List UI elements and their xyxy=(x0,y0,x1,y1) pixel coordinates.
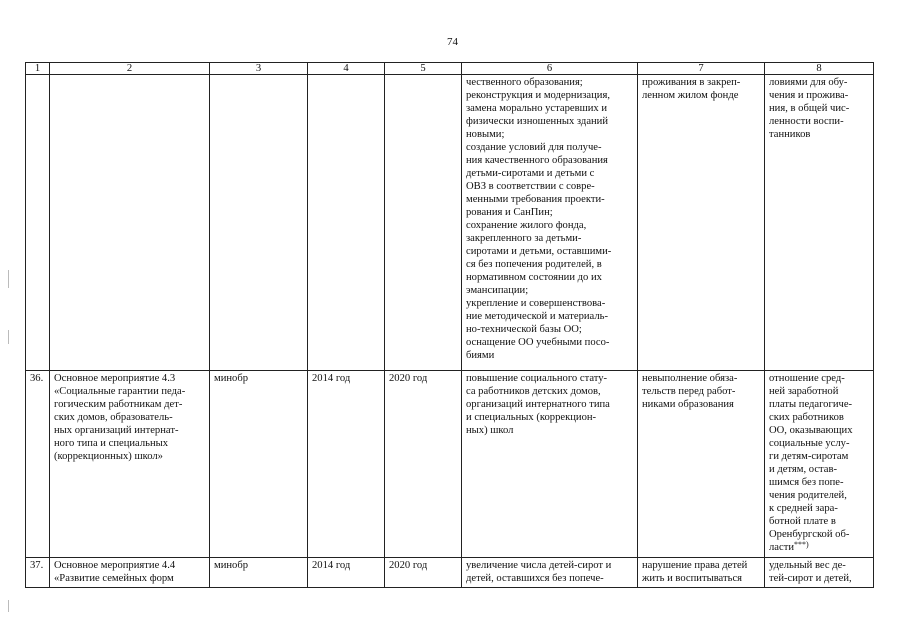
cell-text-line: социальные услу- xyxy=(769,438,850,449)
event-name-cell xyxy=(50,558,210,588)
cell-text-line: «Социальные гарантии педа- xyxy=(54,386,186,397)
cell-text-line: ного типа и специальных xyxy=(54,438,169,449)
column-header: 1 xyxy=(26,63,50,75)
executor-cell: минобр xyxy=(210,371,308,558)
cell-text-line: ния качественного образования xyxy=(466,155,608,166)
cell-text-line: детьми-сиротами и детьми с xyxy=(466,168,595,179)
expected-result-cell xyxy=(462,371,638,558)
cell-text-line: удельный вес де- xyxy=(769,560,846,571)
scan-artifact xyxy=(8,600,9,612)
cell-text-line: шимся без попе- xyxy=(769,477,844,488)
end-year-cell: 2020 год xyxy=(385,558,462,588)
column-header: 8 xyxy=(765,63,874,75)
cell-text-line: новыми; xyxy=(466,129,505,140)
cell-text-line: ботной плате в xyxy=(769,516,836,527)
cell-text-line: «Развитие семейных форм xyxy=(54,573,174,584)
scan-artifact xyxy=(8,330,9,344)
cell-text-line: чения и прожива- xyxy=(769,90,849,101)
cell-text-line: но-технической базы ОО; xyxy=(466,324,582,335)
start-year-cell: 2014 год xyxy=(308,371,385,558)
table-row-36 xyxy=(26,371,874,558)
cell-text-line: чественного образования; xyxy=(466,77,583,88)
end-year-cell xyxy=(385,75,462,371)
table-row-continued xyxy=(26,75,874,371)
program-table xyxy=(25,62,874,588)
cell-text-line: рования и СанПин; xyxy=(466,207,553,218)
column-header: 5 xyxy=(385,63,462,75)
event-name-cell xyxy=(50,371,210,558)
row-number: 36. xyxy=(26,371,50,558)
start-year-cell: 2014 год xyxy=(308,558,385,588)
column-header: 6 xyxy=(462,63,638,75)
cell-text-line: ленности воспи- xyxy=(769,116,844,127)
cell-text-line: реконструкция и модернизация, xyxy=(466,90,610,101)
table-row-37 xyxy=(26,558,874,588)
cell-text-line: ги детям-сиротам xyxy=(769,451,849,462)
indicator-cell xyxy=(765,75,874,371)
cell-text-line: ласти***) xyxy=(769,540,809,553)
cell-text-line: ОО, оказывающих xyxy=(769,425,853,436)
cell-text-line: эмансипации; xyxy=(466,285,529,296)
cell-text-line: ских домов, образователь- xyxy=(54,412,173,423)
consequences-cell xyxy=(638,75,765,371)
indicator-cell xyxy=(765,558,874,588)
page-number: 74 xyxy=(447,36,458,48)
cell-text-line: Основное мероприятие 4.4 xyxy=(54,560,176,571)
cell-text-line: ния, в общей чис- xyxy=(769,103,850,114)
cell-text-line: никами образования xyxy=(642,399,734,410)
cell-text-line: детей, оставшихся без попече- xyxy=(466,573,604,584)
cell-text-line: к средней зара- xyxy=(769,503,838,514)
executor-cell: минобр xyxy=(210,558,308,588)
cell-text-line: создание условий для получе- xyxy=(466,142,602,153)
cell-text-line: ОВЗ в соответствии с совре- xyxy=(466,181,595,192)
cell-text-line: (коррекционных) школ» xyxy=(54,451,163,462)
cell-text-line: менными требования проекти- xyxy=(466,194,605,205)
consequences-cell xyxy=(638,371,765,558)
cell-text-line: оснащение ОО учебными посо- xyxy=(466,337,610,348)
cell-text-line: ней заработной xyxy=(769,386,839,397)
cell-text-line: невыполнение обяза- xyxy=(642,373,738,384)
cell-text-line: физически изношенных зданий xyxy=(466,116,609,127)
cell-text-line: ся без попечения родителей, в xyxy=(466,259,602,270)
cell-text-line: платы педагогиче- xyxy=(769,399,853,410)
start-year-cell xyxy=(308,75,385,371)
cell-text-line: Оренбургской об- xyxy=(769,529,850,540)
scan-artifact xyxy=(8,270,9,288)
cell-text-line: ленном жилом фонде xyxy=(642,90,739,101)
cell-text-line: сохранение жилого фонда, xyxy=(466,220,587,231)
event-name-cell xyxy=(50,75,210,371)
indicator-cell xyxy=(765,371,874,558)
cell-text-line: увеличение числа детей-сирот и xyxy=(466,560,612,571)
cell-text-line: замена морально устаревших и xyxy=(466,103,608,114)
footnote-reference: ***) xyxy=(794,540,809,549)
column-header: 2 xyxy=(50,63,210,75)
cell-text-line: нормативном состоянии до их xyxy=(466,272,602,283)
expected-result-cell xyxy=(462,75,638,371)
cell-text-line: закрепленного за детьми- xyxy=(466,233,582,244)
cell-text-line: и детям, остав- xyxy=(769,464,838,475)
column-header: 3 xyxy=(210,63,308,75)
consequences-cell xyxy=(638,558,765,588)
cell-text-line: ских работников xyxy=(769,412,844,423)
expected-result-cell xyxy=(462,558,638,588)
cell-text-line: и специальных (коррекцион- xyxy=(466,412,597,423)
cell-text-line: укрепление и совершенствова- xyxy=(466,298,606,309)
cell-text-line: ных организаций интернат- xyxy=(54,425,179,436)
cell-text-line: сиротами и детьми, оставшими- xyxy=(466,246,612,257)
cell-text-line: са работников детских домов, xyxy=(466,386,601,397)
cell-text-line: танников xyxy=(769,129,811,140)
cell-text-line: жить и воспитываться xyxy=(642,573,743,584)
column-number-row xyxy=(26,63,874,75)
cell-text-line: ных) школ xyxy=(466,425,514,436)
cell-text-line: гогическим работникам дет- xyxy=(54,399,183,410)
cell-text-line: организаций интернатного типа xyxy=(466,399,610,410)
cell-text-line: тельств перед работ- xyxy=(642,386,736,397)
cell-text-line: отношение сред- xyxy=(769,373,845,384)
cell-text-line: чения родителей, xyxy=(769,490,847,501)
cell-text-line: тей-сирот и детей, xyxy=(769,573,852,584)
row-number: 37. xyxy=(26,558,50,588)
cell-text-line: ние методической и материаль- xyxy=(466,311,608,322)
end-year-cell: 2020 год xyxy=(385,371,462,558)
cell-text-line: Основное мероприятие 4.3 xyxy=(54,373,176,384)
cell-text-line: нарушение права детей xyxy=(642,560,748,571)
row-number xyxy=(26,75,50,371)
cell-text-line: ловиями для обу- xyxy=(769,77,848,88)
executor-cell xyxy=(210,75,308,371)
cell-text-line: проживания в закреп- xyxy=(642,77,741,88)
cell-text-line: повышение социального стату- xyxy=(466,373,608,384)
column-header: 7 xyxy=(638,63,765,75)
cell-text-line: биями xyxy=(466,350,495,361)
column-header: 4 xyxy=(308,63,385,75)
